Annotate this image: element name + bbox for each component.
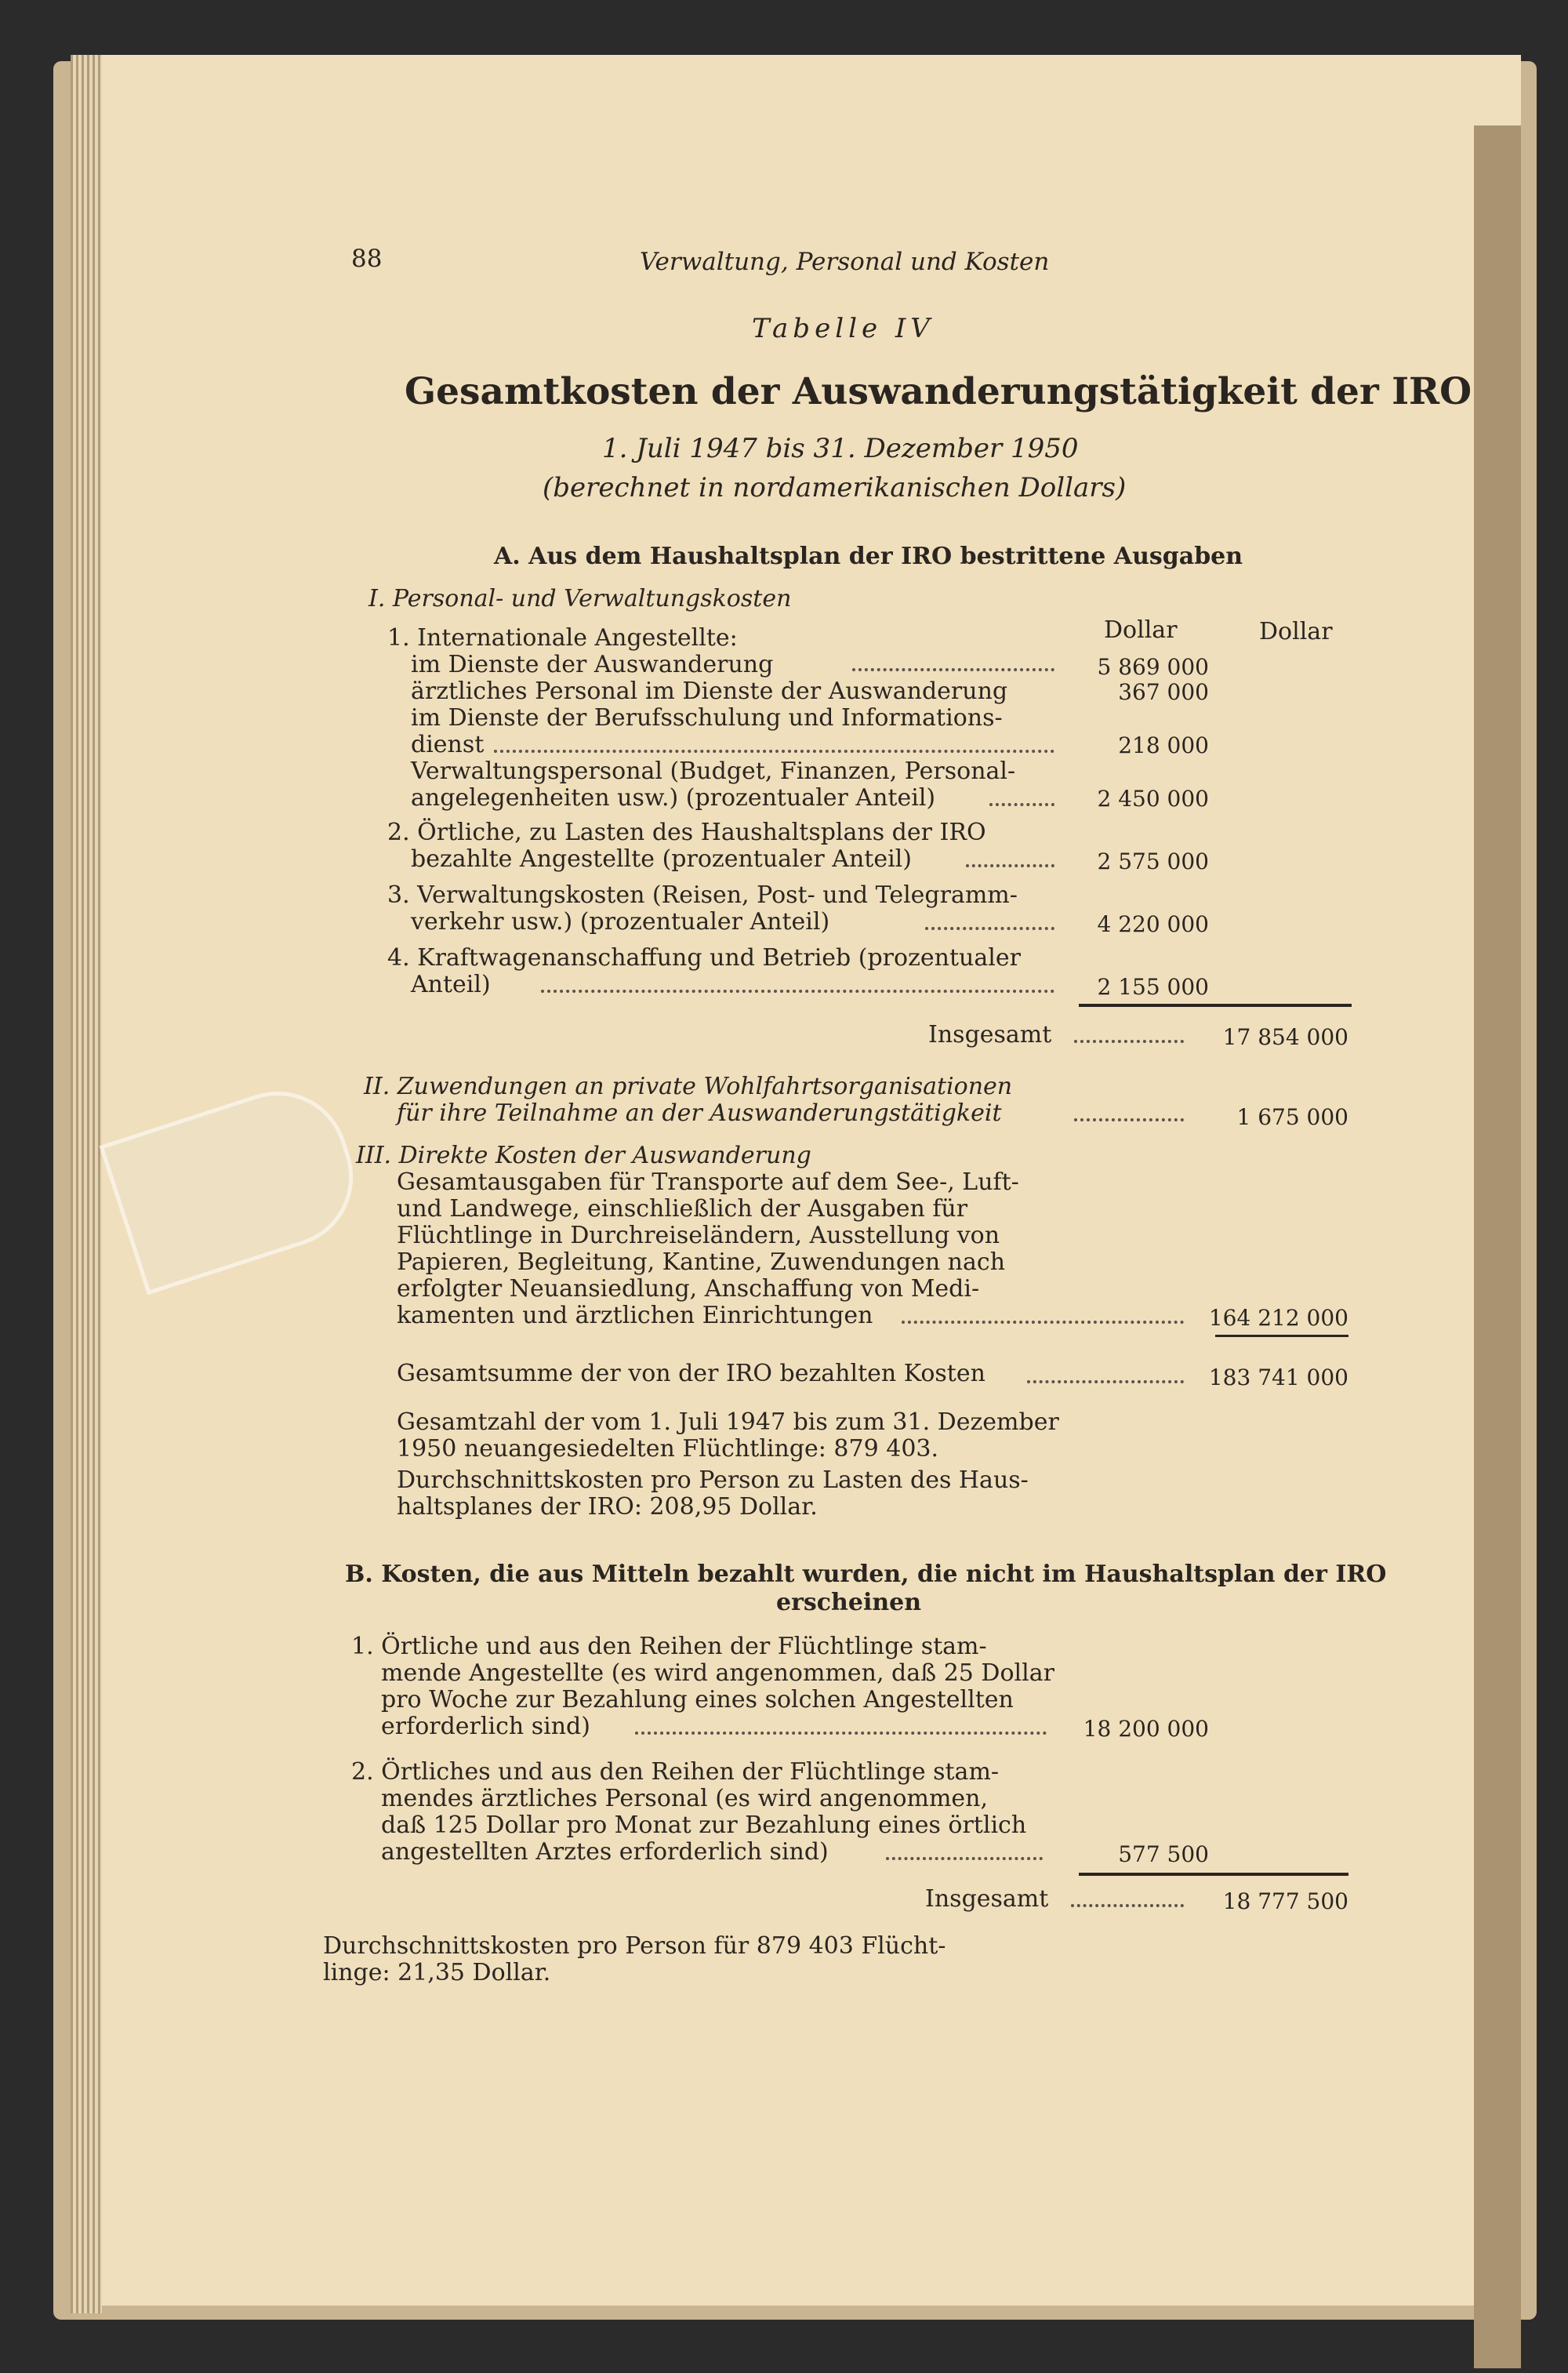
row-label: 2. Örtliches und aus den Reihen der Flüchtlinge stam- <box>351 1758 1000 1786</box>
leader-dots <box>925 927 1054 930</box>
row-label: dienst <box>411 731 485 758</box>
group-2-label: für ihre Teilnahme an der Auswanderungstätigkeit <box>397 1099 1002 1127</box>
row-label: angestellten Arztes erforderlich sind) <box>381 1838 829 1866</box>
leader-dots <box>966 864 1054 867</box>
group-3-text: erfolgter Neuansiedlung, Anschaffung von Medi- <box>397 1275 980 1303</box>
document-page <box>102 55 1521 2306</box>
row-label: bezahlte Angestellte (prozentualer Anteil) <box>411 845 912 873</box>
group-2-label: II. Zuwendungen an private Wohlfahrtsorganisationen <box>364 1073 1013 1100</box>
row-label: im Dienste der Auswanderung <box>411 651 774 678</box>
item-1-title: 1. Internationale Angestellte: <box>387 624 738 652</box>
grand-total-label: Gesamtsumme der von der IRO bezahlten Kosten <box>397 1360 985 1387</box>
subtitle-currency: (berechnet in nordamerikanischen Dollars) <box>543 472 1127 503</box>
row-label: mendes ärztliches Personal (es wird angenommen, <box>381 1785 989 1812</box>
row-label: im Dienste der Berufsschulung und Informations- <box>411 704 1003 732</box>
leader-dots <box>635 1732 1047 1735</box>
leader-dots <box>1074 1118 1184 1121</box>
row-value: 367 000 <box>1118 679 1209 705</box>
column-header-dollar: Dollar <box>1104 616 1178 644</box>
row-label: angelegenheiten usw.) (prozentualer Anteil) <box>411 784 936 812</box>
note-text: haltsplanes der IRO: 208,95 Dollar. <box>397 1493 818 1521</box>
group-1-title: I. Personal- und Verwaltungskosten <box>368 585 792 612</box>
row-value: 4 220 000 <box>1097 911 1209 937</box>
group-3-text: und Landwege, einschließlich der Ausgaben für <box>397 1195 968 1223</box>
row-value: 577 500 <box>1118 1841 1209 1867</box>
sum-rule <box>1079 1873 1348 1876</box>
note-text: Durchschnittskosten pro Person zu Lasten des Haus- <box>397 1466 1029 1494</box>
row-label: 3. Verwaltungskosten (Reisen, Post- und Telegramm- <box>387 881 1018 909</box>
row-label: erforderlich sind) <box>381 1713 590 1740</box>
row-label: 1. Örtliche und aus den Reihen der Flüchtlinge stam- <box>351 1633 987 1660</box>
group-3-text: kamenten und ärztlichen Einrichtungen <box>397 1302 873 1329</box>
group-3-text: Papieren, Begleitung, Kantine, Zuwendungen nach <box>397 1248 1006 1276</box>
leader-dots <box>494 750 1054 753</box>
row-label: verkehr usw.) (prozentualer Anteil) <box>411 908 830 936</box>
row-value: 5 869 000 <box>1097 654 1209 680</box>
group-3-value: 164 212 000 <box>1208 1305 1348 1331</box>
sum-rule <box>1079 1004 1352 1007</box>
row-label: Anteil) <box>411 971 491 998</box>
row-label: 4. Kraftwagenanschaffung und Betrieb (prozentualer <box>387 944 1021 972</box>
row-label: 2. Örtliche, zu Lasten des Haushaltsplans der IRO <box>387 819 986 846</box>
leader-dots <box>886 1857 1043 1860</box>
leader-dots <box>1074 1040 1184 1043</box>
row-label: daß 125 Dollar pro Monat zur Bezahlung eines örtlich <box>381 1812 1027 1839</box>
leader-dots <box>1027 1380 1184 1383</box>
section-a-heading: A. Aus dem Haushaltsplan der IRO bestrittene Ausgaben <box>494 543 1243 570</box>
note-text: Gesamtzahl der vom 1. Juli 1947 bis zum 31. Dezember <box>397 1408 1059 1436</box>
page-edges <box>71 55 102 2313</box>
total-label: Insgesamt <box>928 1021 1052 1048</box>
section-b-heading: erscheinen <box>776 1589 922 1616</box>
total-label: Insgesamt <box>925 1885 1049 1913</box>
total-value: 18 777 500 <box>1222 1888 1348 1914</box>
row-value: 2 450 000 <box>1097 786 1209 812</box>
column-header-dollar-total: Dollar <box>1259 618 1333 645</box>
running-title: Verwaltung, Personal und Kosten <box>640 248 1050 276</box>
row-label: ärztliches Personal im Dienste der Auswanderung <box>411 678 1008 705</box>
leader-dots <box>902 1321 1184 1324</box>
leader-dots <box>541 990 1054 993</box>
note-text: linge: 21,35 Dollar. <box>323 1959 551 1986</box>
group-3-title: III. Direkte Kosten der Auswanderung <box>356 1142 811 1169</box>
row-label: mende Angestellte (es wird angenommen, daß 25 Dollar <box>381 1659 1054 1687</box>
note-text: 1950 neuangesiedelten Flüchtlinge: 879 403. <box>397 1435 939 1463</box>
grand-total-value: 183 741 000 <box>1208 1365 1348 1390</box>
row-value: 18 200 000 <box>1083 1716 1209 1742</box>
page-number: 88 <box>351 245 383 273</box>
subtitle-dates: 1. Juli 1947 bis 31. Dezember 1950 <box>602 433 1079 464</box>
row-value: 2 155 000 <box>1097 974 1209 1000</box>
group-3-text: Flüchtlinge in Durchreiseländern, Ausstellung von <box>397 1222 1000 1249</box>
group-3-text: Gesamtausgaben für Transporte auf dem See-, Luft- <box>397 1168 1019 1196</box>
leader-dots <box>852 668 1054 671</box>
value-underline <box>1215 1335 1348 1337</box>
leader-dots <box>989 803 1054 806</box>
next-page-edge <box>1474 125 1521 2368</box>
paper-clip <box>99 1074 371 1296</box>
row-value: 218 000 <box>1118 732 1209 758</box>
row-label: pro Woche zur Bezahlung eines solchen Angestellten <box>381 1686 1014 1713</box>
row-value: 2 575 000 <box>1097 849 1209 874</box>
table-label: Tabelle IV <box>752 313 935 344</box>
page-title: Gesamtkosten der Auswanderungstätigkeit der IRO <box>405 370 1472 413</box>
section-b-heading: B. Kosten, die aus Mitteln bezahlt wurden, die nicht im Haushaltsplan der IRO <box>345 1561 1387 1588</box>
total-value: 17 854 000 <box>1222 1024 1348 1050</box>
row-label: Verwaltungspersonal (Budget, Finanzen, Personal- <box>411 758 1016 785</box>
note-text: Durchschnittskosten pro Person für 879 403 Flücht- <box>323 1932 946 1960</box>
group-2-value: 1 675 000 <box>1236 1104 1348 1130</box>
leader-dots <box>1071 1904 1184 1907</box>
